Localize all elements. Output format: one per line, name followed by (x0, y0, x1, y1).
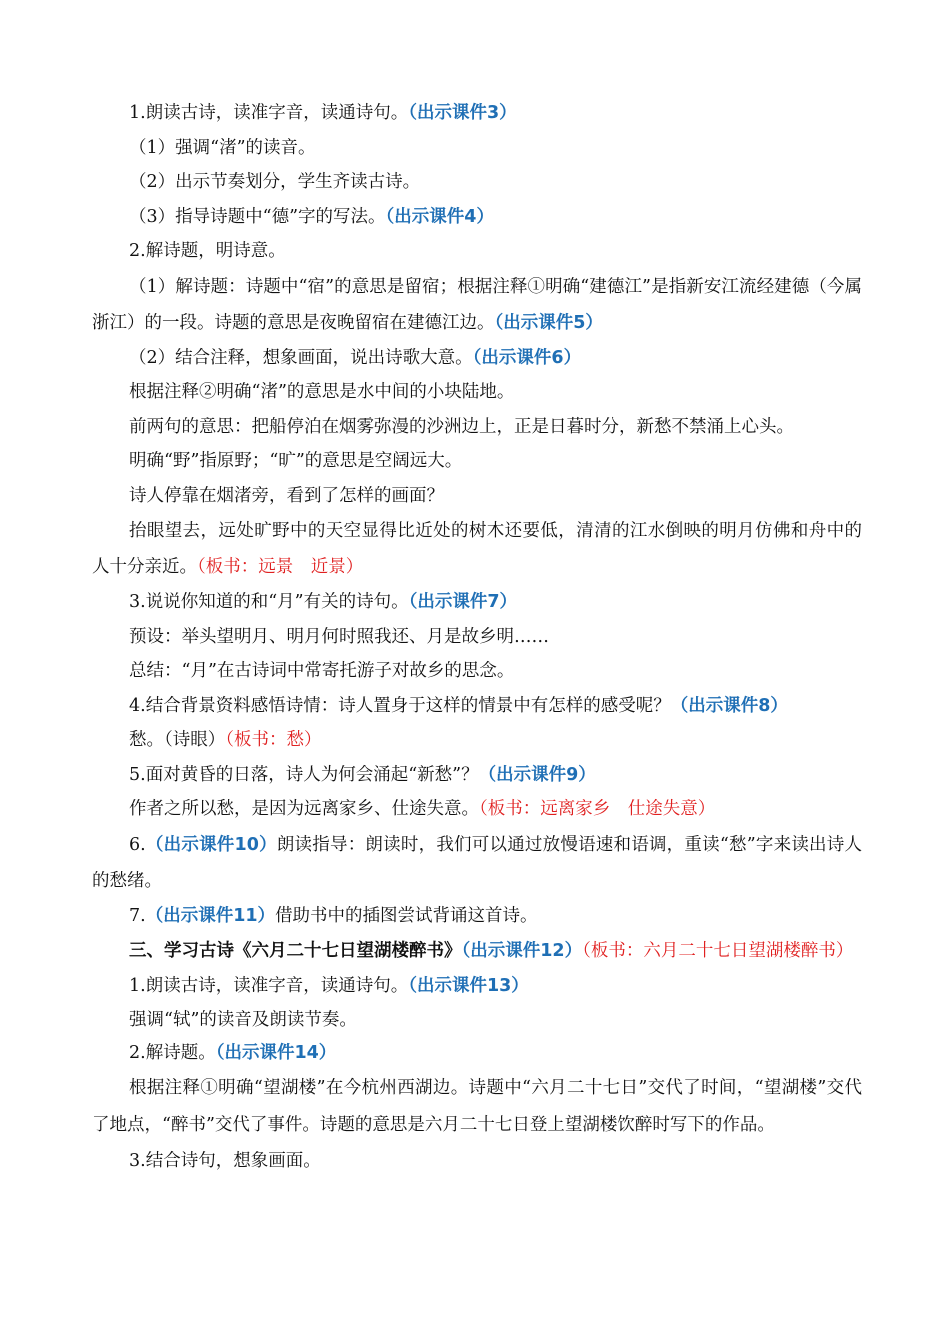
step-text: （2）出示节奏划分，学生齐读古诗。 (129, 172, 421, 192)
courseware-tag: （出示课件7） (408, 592, 518, 612)
step-text: 1.朗读古诗，读准字音，读通诗句。 (129, 976, 409, 996)
step-text: 1.朗读古诗，读准字音，读通诗句。 (129, 103, 409, 123)
courseware-tag: （出示课件10） (145, 834, 277, 855)
section-title: 三、学习古诗《六月二十七日望湖楼醉书》 (129, 941, 462, 961)
board-note: （板书：远离家乡 仕途失意） (479, 799, 716, 819)
step-2-title (92, 234, 862, 269)
step-2-2 (92, 341, 862, 376)
step-text: 3.结合诗句，想象画面。 (129, 1151, 321, 1171)
courseware-tag: （出示课件6） (472, 347, 582, 368)
s3-title-explanation (92, 1070, 862, 1144)
s3-emphasis (92, 1004, 862, 1036)
step-1-3 (92, 200, 862, 235)
step-text: 强调“轼”的读音及朗读节奏。 (129, 1009, 357, 1030)
s3-step-3 (92, 1144, 862, 1179)
scene-description (92, 513, 862, 585)
step-text: 根据注释②明确“渚”的意思是水中间的小块陆地。 (129, 382, 515, 402)
step-text: 朗读指导：朗读时，我们可以通过放慢语速和语调，重读“愁”字来读出诗人的愁绪。 (92, 834, 863, 891)
step-text: 作者之所以愁，是因为远离家乡、仕途失意。 (129, 799, 479, 819)
courseware-tag: （出示课件8） (670, 695, 788, 716)
board-note: （板书：远景 近景） (197, 557, 364, 577)
courseware-tag: （出示课件3） (408, 103, 517, 123)
courseware-tag: （出示课件5） (494, 312, 603, 333)
step-text: 前两句的意思：把船停泊在烟雾弥漫的沙洲边上，正是日暮时分，新愁不禁涌上心头。 (129, 416, 794, 437)
step-text: 2.解诗题。 (129, 1042, 216, 1063)
s3-step-1 (92, 969, 862, 1004)
courseware-tag: （出示课件4） (385, 206, 494, 227)
board-note: （板书：愁） (225, 730, 322, 750)
step-text: 根据注释①明确“望湖楼”在今杭州西湖边。诗题中“六月二十七日”交代了时间，“望湖楼”交代了地点，“醉书”交代了事件。诗题的意思是六月二十七日登上望湖楼饮醉时写下的作品。 (92, 1078, 862, 1135)
first-two-lines-meaning (92, 410, 862, 445)
step-7 (92, 899, 862, 934)
preset-answer (92, 620, 862, 655)
step-1-1 (92, 131, 862, 166)
step-number: 7. (129, 905, 146, 926)
step-text: 抬眼望去，远处旷野中的天空显得比近处的树木还要低，清清的江水倒映的明月仿佛和舟中的人十分亲近。 (92, 521, 862, 577)
step-text: （1）强调“渚”的读音。 (129, 137, 316, 158)
step-1-2 (92, 165, 862, 200)
step-text: （3）指导诗题中“德”字的写法。 (129, 206, 386, 227)
step-5 (92, 758, 862, 793)
courseware-tag: （出示课件11） (145, 905, 276, 926)
step-number: 6. (129, 834, 146, 855)
courseware-tag: （出示课件13） (408, 976, 529, 996)
step-1-read-poem (92, 96, 862, 131)
courseware-tag: （出示课件14） (215, 1042, 337, 1063)
step-3 (92, 585, 862, 620)
step-4 (92, 689, 862, 724)
step-text: 2.解诗题，明诗意。 (129, 241, 286, 261)
step-2-1 (92, 269, 862, 341)
step-text: 借助书中的插图尝试背诵这首诗。 (275, 905, 538, 926)
step-text: 4.结合背景资料感悟诗情：诗人置身于这样的情景中有怎样的感受呢？ (129, 695, 671, 716)
s3-step-2 (92, 1036, 862, 1071)
step-text: 愁。（诗眼） (129, 730, 226, 750)
step-text: 诗人停靠在烟渚旁，看到了怎样的画面？ (129, 485, 444, 506)
step-text: 明确“野”指原野；“旷”的意思是空阔远大。 (129, 451, 463, 471)
poem-eye (92, 723, 862, 758)
word-meaning (92, 444, 862, 479)
reason (92, 792, 862, 827)
step-text: （1）解诗题：诗题中“宿”的意思是留宿；根据注释①明确“建德江”是指新安江流经建德（今属浙江）的一段。诗题的意思是夜晚留宿在建德江边。 (92, 276, 862, 333)
board-note: （板书：六月二十七日望湖楼醉书） (582, 941, 854, 961)
step-6 (92, 827, 862, 899)
step-text: 5.面对黄昏的日落，诗人为何会涌起“新愁”？ (129, 764, 479, 785)
summary (92, 654, 862, 689)
step-text: （2）结合注释，想象画面，说出诗歌大意。 (129, 347, 473, 368)
courseware-tag: （出示课件9） (478, 764, 596, 785)
section-3-heading (92, 933, 862, 969)
note-2 (92, 375, 862, 410)
step-text: 3.说说你知道的和“月”有关的诗句。 (129, 592, 409, 612)
step-text: 总结：“月”在古诗词中常寄托游子对故乡的思念。 (129, 661, 515, 681)
courseware-tag: （出示课件12） (461, 941, 583, 961)
step-text: 预设：举头望明月、明月何时照我还、月是故乡明…… (129, 626, 549, 647)
lesson-plan-document (92, 96, 862, 1179)
question (92, 479, 862, 514)
